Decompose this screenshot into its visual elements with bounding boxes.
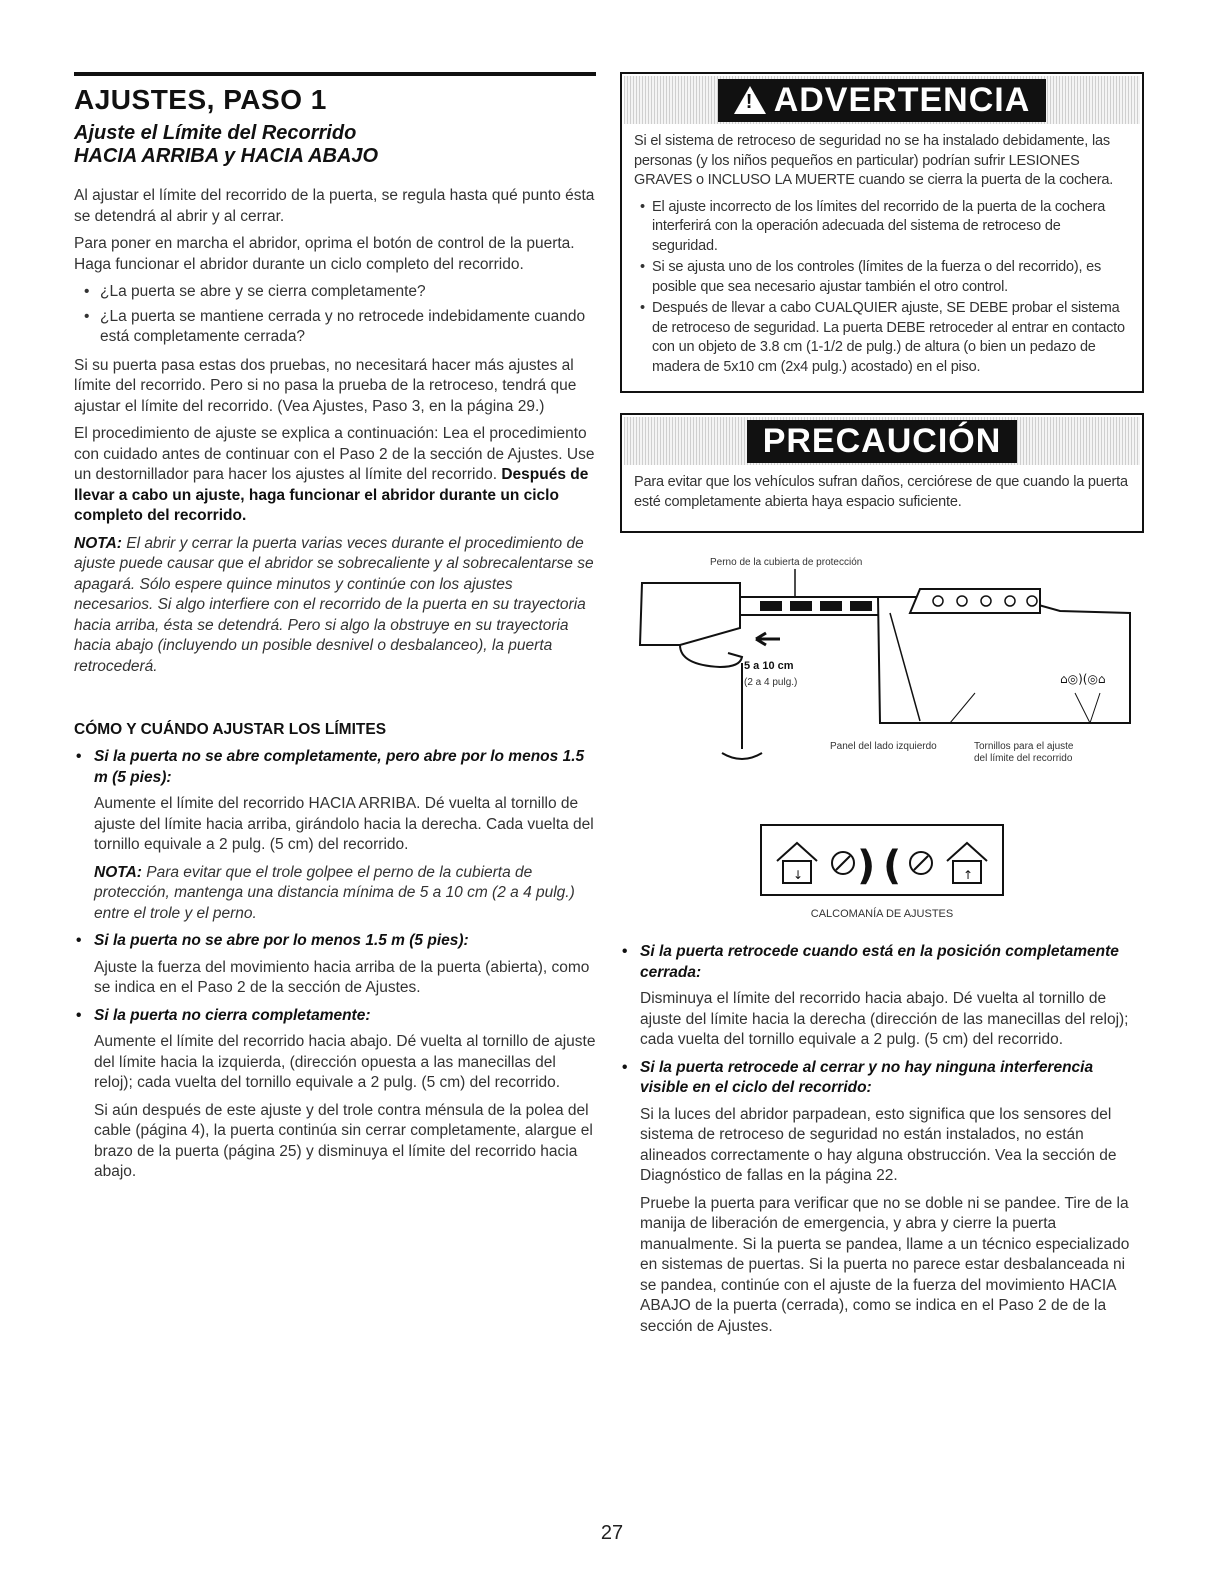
case-text: Si la luces del abridor parpadean, esto significa que los sensores del sistema de retroceso de seguridad no están instalados, no están alineados correctamente o hay alguna obstrucción. Vea la sección de Diagnóstico de fallas en la página 22.: [640, 1105, 1117, 1184]
how-when-heading: CÓMO Y CUÁNDO AJUSTAR LOS LÍMITES: [74, 721, 387, 738]
list-item: • Después de llevar a cabo CUALQUIER ajuste, SE DEBE probar el sistema de retroceso de seguridad. La puerta DEBE retroceder al entrar en contacto con un objeto de 3.8 cm (1-1/2 de pulg.) de altura (o bien un pedazo de madera de 5x10 cm (2x4 pulg.) acostado) en el piso.: [640, 299, 1130, 377]
case-note: [74, 863, 596, 925]
case-title: • Si la puerta no cierra completamente:: [74, 1006, 596, 1027]
procedure-paragraph: [74, 424, 596, 527]
list-item: • ¿La puerta se mantiene cerrada y no retrocede indebidamente cuando está completamente cerrada?: [88, 307, 596, 348]
unit-decal-icon: ⌂◎)(◎⌂: [1060, 672, 1106, 686]
note-text: El abrir y cerrar la puerta varias veces durante el procedimiento de ajuste puede causar que el abridor se sobrecaliente y al sobrecalentarse se apagará. Sólo espere quince minutos y continúe con los ajustes necesarios. Si algo interfiere con el recorrido de la puerta en su trayectoria hacia arriba, ésta se detendrá. Pero si algo la obstruye en su trayectoria hacia abajo (incluyendo un posible desnivel o desbalanceo), la puerta retrocederá.: [74, 534, 594, 675]
adjustment-decal: [620, 821, 1144, 920]
right-cases: [620, 942, 1144, 1337]
case-text: Aumente el límite del recorrido HACIA ARRIBA. Dé vuelta al tornillo de ajuste del límite hacia arriba, girándolo hacia la derecha. Cada vuelta del tornillo equivale a 2 pulg. (5 cm) del recorrido.: [94, 795, 594, 853]
label-distance-metric: 5 a 10 cm: [744, 660, 794, 672]
note-text: Para evitar que el trole golpee el perno de la cubierta de protección, mantenga una distancia mínima de 5 a 10 cm (2 a 4 pulg.) entre el trole y el perno.: [94, 863, 575, 922]
note-label: NOTA:: [74, 534, 122, 552]
rotate-right-icon: (: [883, 843, 902, 889]
warning-box: [620, 72, 1144, 393]
case-not-open-min: [74, 931, 596, 999]
case-title: • Si la puerta retrocede al cerrar y no hay ninguna interferencia visible en el ciclo del recorrido:: [620, 1058, 1144, 1099]
caution-banner: [624, 417, 1140, 465]
warning-triangle-icon: !: [734, 86, 766, 114]
left-column: [74, 72, 596, 1190]
up-arrow-icon: ↑: [963, 868, 974, 882]
caution-box: [620, 413, 1144, 533]
caution-body: [622, 467, 1142, 531]
case-text: Pruebe la puerta para verificar que no se doble ni se pandee. Tire de la manija de liberación de emergencia, y abra y cierre la puerta manualmente. Si la puerta se pandea, llame a un técnico especializado en sistemas de puertas. Si la puerta no parece estar desbalanceada ni se pandea, continúe con el ajuste de la fuerza del movimiento HACIA ABAJO de la puerta (cerrada), como se indica en el Paso 2 de de la sección de Ajustes.: [640, 1194, 1130, 1335]
case-text: Aumente el límite del recorrido hacia abajo. Dé vuelta al tornillo de ajuste del límite hacia la izquierda, (dirección opuesta a las manecillas del reloj); cada vuelta del tornillo equivale a 2 pulg. (5 cm) del recorrido.: [94, 1033, 596, 1091]
procedure-text: El procedimiento de ajuste se explica a continuación: Lea el procedimiento con cuidado antes de continuar con el Paso 2 de la sección de Ajustes. Use un destornillador para hacer los ajustes al límite del recorrido.: [74, 425, 595, 483]
release-handle: [722, 753, 762, 759]
subtitle-line-1: Ajuste el Límite del Recorrido: [74, 122, 357, 144]
case-title: • Si la puerta retrocede cuando está en la posición completamente cerrada:: [620, 942, 1144, 983]
decal-graphic: [757, 821, 1007, 903]
label-panel: Panel del lado izquierdo: [830, 741, 937, 752]
page-number: 27: [600, 1522, 624, 1544]
label-distance-imperial: (2 a 4 pulg.): [744, 677, 798, 688]
case-not-fully-open: [74, 747, 596, 924]
opener-diagram: [620, 553, 1144, 803]
note-paragraph: [74, 534, 596, 678]
caution-text: Para evitar que los vehículos sufran daños, cerciórese de que cuando la puerta esté completamente abierta haya espacio suficiente.: [634, 474, 1128, 510]
list-item: • Si se ajusta uno de los controles (límites de la fuerza o del recorrido), es posible que sea necesario ajustar también el otro control.: [640, 258, 1130, 297]
subtitle-line-2: HACIA ARRIBA y HACIA ABAJO: [74, 145, 379, 167]
opener-diagram-svg: [620, 553, 1144, 803]
warning-title-text: ADVERTENCIA: [773, 80, 1031, 119]
decal-caption: CALCOMANÍA DE AJUSTES: [810, 908, 954, 920]
trolley-shape: [640, 583, 740, 645]
warning-list: [634, 198, 1130, 378]
warning-banner: [624, 76, 1140, 124]
label-screws-2: del límite del recorrido: [974, 753, 1073, 764]
case-title: • Si la puerta no se abre por lo menos 1.5 m (5 pies):: [74, 931, 596, 952]
distance-arrow-icon: [756, 633, 780, 645]
note-label: NOTA:: [94, 863, 142, 881]
case-text: Si aún después de este ajuste y del trole contra ménsula de la polea del cable (página 4), la puerta continúa sin cerrar completamente, alargue el brazo de la puerta (página 25) y disminuya el límite del recorrido hacia abajo.: [94, 1101, 593, 1180]
page-title: AJUSTES, PASO 1: [74, 84, 327, 115]
tests-paragraph: Si su puerta pasa estas dos pruebas, no necesitará hacer más ajustes al límite del recorrido. Pero si no pasa la prueba de la retroceso, tendrá que ajustar el límite del recorrido. (Vea Ajustes, Paso 3, en la página 29.): [74, 356, 577, 415]
case-text: Ajuste la fuerza del movimiento hacia arriba de la puerta (abierta), como se indica en el Paso 2 de la sección de Ajustes.: [94, 958, 590, 996]
label-bolt: Perno de la cubierta de protección: [710, 557, 863, 568]
test-questions: [74, 282, 596, 348]
rotate-left-icon: ): [857, 843, 876, 889]
case-reverses-closed: [620, 942, 1144, 1051]
procedure-emphasis: Después de llevar a cabo un ajuste, haga funcionar el abridor durante un ciclo completo del recorrido.: [74, 466, 589, 524]
case-text: Disminuya el límite del recorrido hacia abajo. Dé vuelta al tornillo de ajuste del límite hacia la derecha (dirección de las manecillas del reloj); cada vuelta del tornillo equivale a 2 pulg. (5 cm) del recorrido.: [640, 990, 1129, 1048]
case-title: • Si la puerta no se abre completamente, pero abre por lo menos 1.5 m (5 pies):: [74, 747, 596, 788]
motor-cover: [910, 589, 1040, 613]
warning-title: [718, 79, 1047, 122]
list-item: • ¿La puerta se abre y se cierra completamente?: [88, 282, 596, 303]
release-arm: [680, 645, 742, 667]
intro-paragraph: Al ajustar el límite del recorrido de la puerta, se regula hasta qué punto ésta se detendrá al abrir y al cerrar.: [74, 187, 595, 225]
section-subtitle: [74, 122, 596, 168]
caution-title: PRECAUCIÓN: [747, 420, 1018, 463]
heading-rule: [74, 72, 596, 76]
right-column: [620, 72, 1144, 1344]
label-screws-1: Tornillos para el ajuste: [974, 741, 1074, 752]
operate-paragraph: Para poner en marcha el abridor, oprima el botón de control de la puerta. Haga funcionar el abridor durante un ciclo completo del recorrido.: [74, 235, 575, 273]
down-arrow-icon: ↓: [793, 868, 804, 882]
list-item: • El ajuste incorrecto de los límites del recorrido de la puerta de la cochera interferirá con la operación adecuada del sistema de retroceso de seguridad.: [640, 198, 1130, 257]
case-reverses-no-interference: [620, 1058, 1144, 1338]
case-not-close: [74, 1006, 596, 1183]
warning-intro: Si el sistema de retroceso de seguridad no se ha instalado debidamente, las personas (y los niños pequeños en particular) podrían sufrir LESIONES GRAVES o INCLUSO LA MUERTE cuando se cierra la puerta de la cochera.: [634, 133, 1114, 188]
warning-body: [622, 126, 1142, 391]
